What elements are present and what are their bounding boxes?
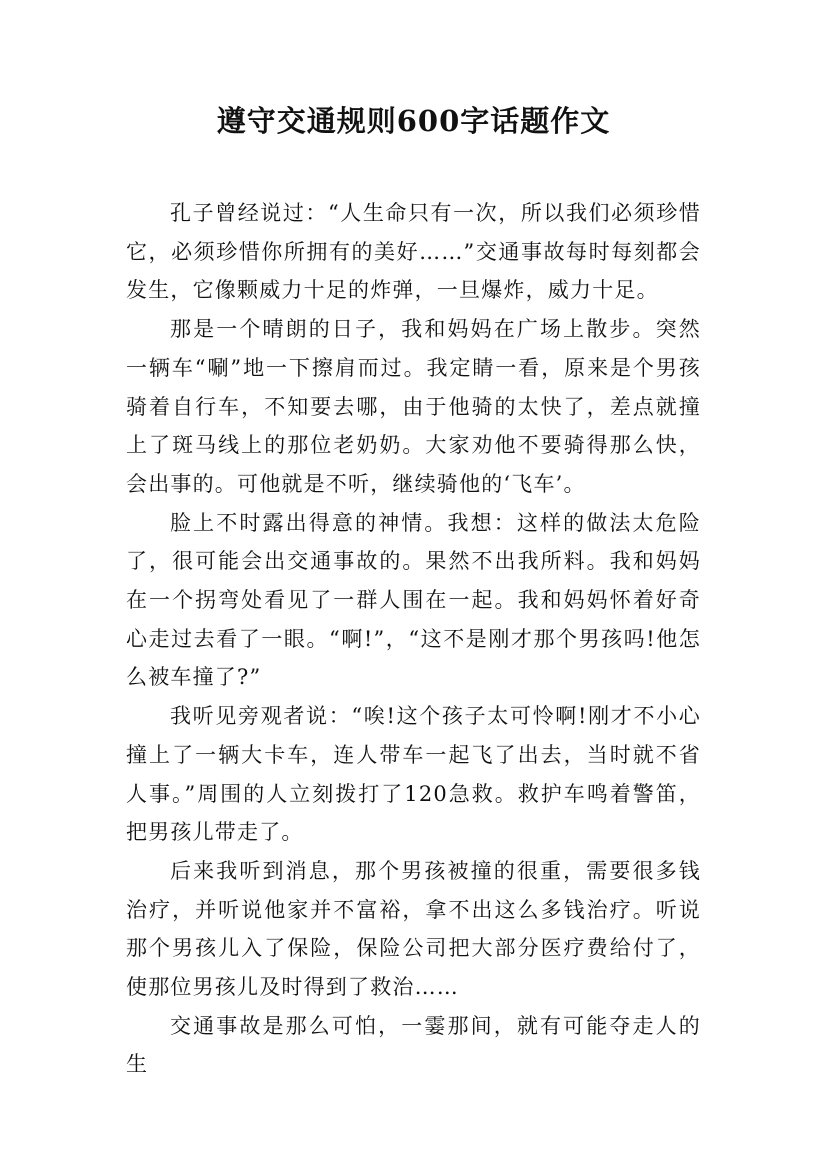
document-body — [126, 194, 701, 1084]
paragraph-2: 那是一个晴朗的日子，我和妈妈在广场上散步。突然一辆车“唰”地一下擦肩而过。我定睛一看，原来是个男孩骑着自行车，不知要去哪，由于他骑的太快了，差点就撞上了斑马线上的那位老奶奶。大家劝他不要骑得那么快，会出事的。可他就是不听，继续骑他的‘飞车’。 — [126, 317, 701, 496]
paragraph-5: 后来我听到消息，那个男孩被撞的很重，需要很多钱治疗，并听说他家并不富裕，拿不出这么多钱治疗。听说那个男孩儿入了保险，保险公司把大部分医疗费给付了，使那位男孩儿及时得到了救治…… — [126, 858, 701, 1000]
paragraph-3: 脸上不时露出得意的神情。我想：这样的做法太危险了，很可能会出交通事故的。果然不出我所料。我和妈妈在一个拐弯处看见了一群人围在一起。我和妈妈怀着好奇心走过去看了一眼。“啊!”，“这不是刚才那个男孩吗!他怎么被车撞了?” — [126, 510, 701, 690]
paragraph-1: 孔子曾经说过：“人生命只有一次，所以我们必须珍惜它，必须珍惜你所拥有的美好……”交通事故每时每刻都会发生，它像颗威力十足的炸弹，一旦爆炸，威力十足。 — [126, 201, 701, 303]
paragraph-4: 我听见旁观者说：“唉!这个孩子太可怜啊!刚才不小心撞上了一辆大卡车，连人带车一起飞了出去，当时就不省人事。”周围的人立刻拨打了120急救。救护车鸣着警笛，把男孩儿带走了。 — [126, 704, 701, 845]
document-title: 遵守交通规则600字话题作文 — [216, 104, 611, 138]
paragraph-6: 交通事故是那么可怕，一霎那间，就有可能夺走人的生 — [126, 1013, 701, 1077]
